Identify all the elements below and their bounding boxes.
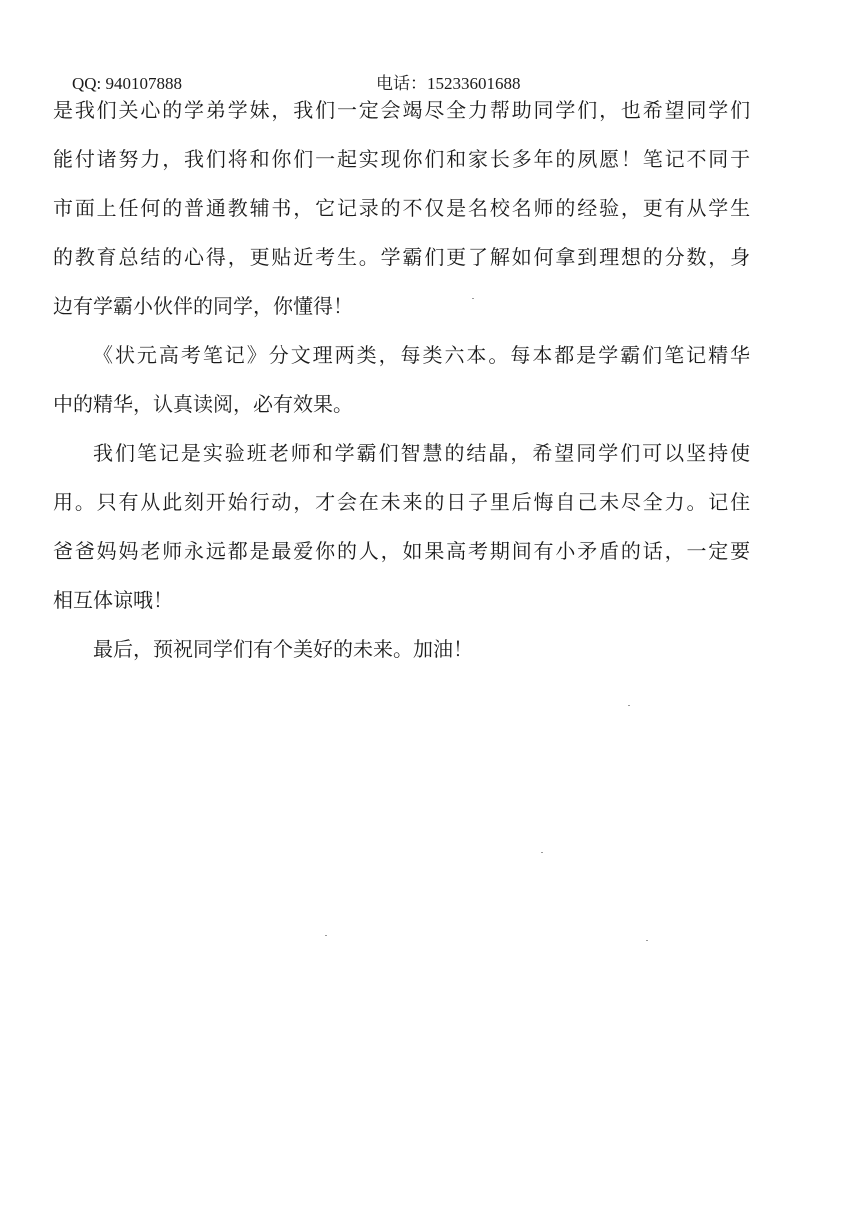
scan-speck: [628, 705, 630, 706]
text-line: 能付诸努力，我们将和你们一起实现你们和家长多年的夙愿！笔记不同于: [53, 147, 752, 171]
scan-speck: [646, 940, 648, 941]
scan-speck: [325, 935, 327, 936]
phone-contact: 电话：15233601688: [376, 74, 521, 93]
scan-speck: [472, 298, 474, 299]
text-line: 《状元高考笔记》分文理两类，每类六本。每本都是学霸们笔记精华: [93, 343, 752, 367]
text-line: 爸爸妈妈老师永远都是最爱你的人，如果高考期间有小矛盾的话，一定要: [53, 539, 752, 563]
text-line: 边有学霸小伙伴的同学，你懂得！: [53, 294, 353, 318]
text-line: 市面上任何的普通教辅书，它记录的不仅是名校名师的经验，更有从学生: [53, 196, 752, 220]
qq-contact: QQ: 940107888: [72, 74, 183, 93]
text-line: 用。只有从此刻开始行动，才会在未来的日子里后悔自己未尽全力。记住: [53, 490, 752, 514]
text-line: 中的精华，认真读阅，必有效果。: [53, 392, 353, 416]
scan-speck: [541, 852, 543, 853]
contact-header: [72, 74, 521, 94]
text-line: 最后，预祝同学们有个美好的未来。加油！: [93, 637, 473, 661]
text-line: 我们笔记是实验班老师和学霸们智慧的结晶，希望同学们可以坚持使: [93, 441, 752, 465]
text-line: 相互体谅哦！: [53, 588, 173, 612]
text-line: 是我们关心的学弟学妹，我们一定会竭尽全力帮助同学们，也希望同学们: [53, 98, 752, 122]
text-line: 的教育总结的心得，更贴近考生。学霸们更了解如何拿到理想的分数，身: [53, 245, 752, 269]
